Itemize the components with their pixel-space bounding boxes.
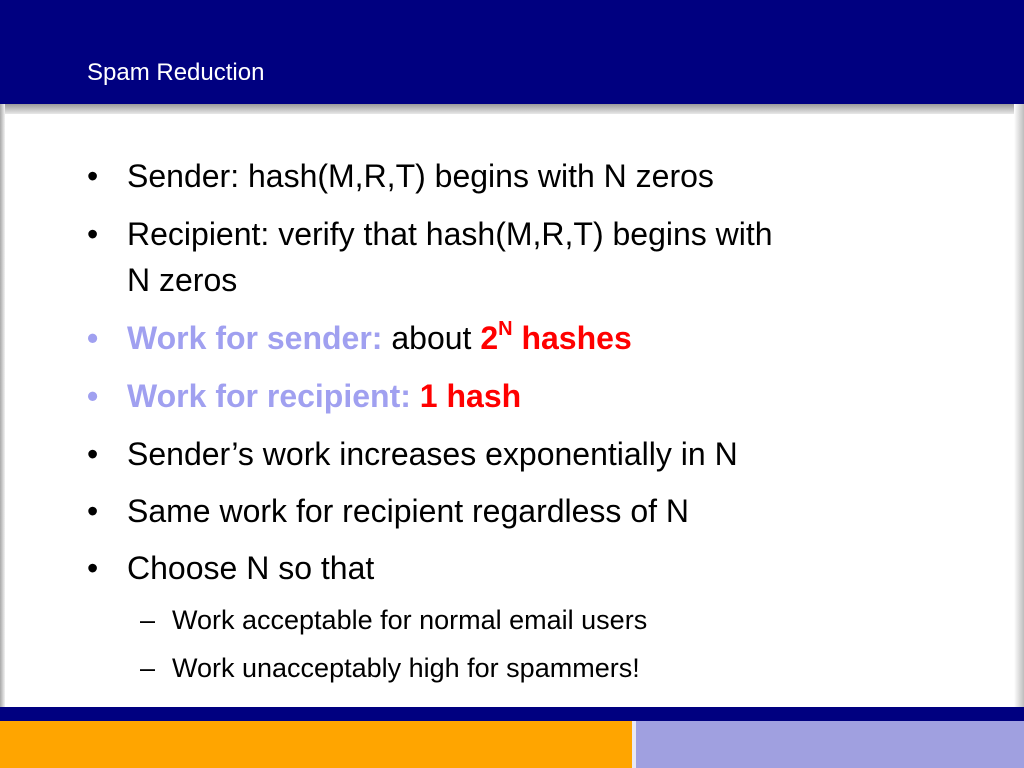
title-band	[0, 0, 1024, 104]
bullet-item	[87, 153, 947, 199]
emphasis-value: 1 hash	[419, 378, 522, 414]
bullet-item-work-recipient	[87, 373, 947, 419]
sub-bullet-marker: –	[140, 653, 156, 683]
bullet-marker: •	[87, 436, 99, 472]
bullet-marker: •	[87, 493, 99, 529]
value-base: 2	[480, 320, 499, 356]
value-tail: hashes	[521, 320, 632, 356]
slide-title: Spam Reduction	[87, 59, 265, 86]
bullet-marker: •	[87, 378, 99, 414]
bullet-item	[87, 545, 947, 591]
sub-bullet-text: Work acceptable for normal email users	[172, 605, 648, 635]
bullet-marker: •	[87, 216, 99, 252]
bullet-text: about	[391, 320, 472, 356]
bullet-text: Choose N so that	[127, 550, 375, 586]
bullet-text-line-2: N zeros	[127, 262, 238, 298]
left-edge-shadow	[0, 104, 5, 708]
footer-lavender-block	[632, 721, 1024, 768]
bullet-item	[87, 431, 947, 477]
bullet-item	[87, 211, 947, 303]
highlight-label: Work for recipient:	[127, 378, 411, 414]
bullet-marker: •	[87, 320, 99, 356]
sub-bullet-text: Work unacceptably high for spammers!	[172, 653, 640, 683]
footer-orange-block	[0, 721, 632, 768]
bullet-text: Same work for recipient regardless of N	[127, 493, 689, 529]
footer-divider	[632, 721, 636, 768]
sub-bullet-item	[140, 600, 932, 640]
bullet-text-line-1: Recipient: verify that hash(M,R,T) begins with	[127, 216, 773, 252]
emphasis-value	[480, 320, 631, 356]
bullet-text: Sender’s work increases exponentially in N	[127, 436, 738, 472]
sub-bullet-marker: –	[140, 605, 156, 635]
highlight-label: Work for sender:	[127, 320, 383, 356]
right-edge-shadow	[1014, 104, 1024, 708]
footer-band	[0, 707, 1024, 721]
bullet-marker: •	[87, 550, 99, 586]
sub-bullet-item	[140, 648, 932, 688]
value-exponent: N	[498, 318, 513, 340]
bullet-marker: •	[87, 158, 99, 194]
bullet-item	[87, 488, 947, 534]
bullet-text: Sender: hash(M,R,T) begins with N zeros	[127, 158, 714, 194]
bullet-item-work-sender	[87, 315, 947, 361]
title-band-shadow	[0, 104, 1024, 114]
